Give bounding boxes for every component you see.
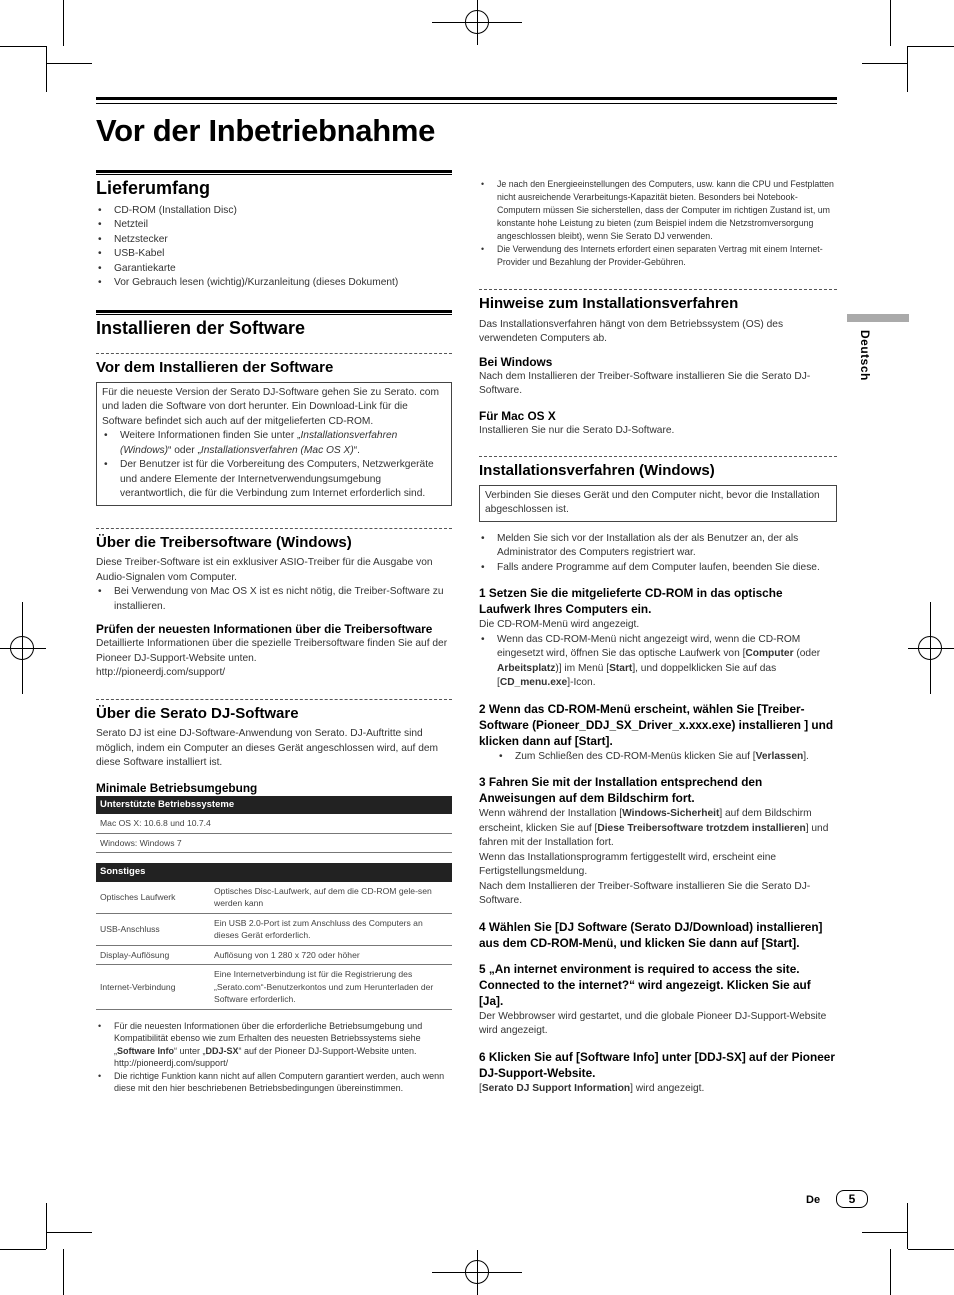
language-label: Deutsch (858, 330, 872, 381)
list-item: • Die richtige Funktion kann nicht auf allen Computern garantiert werden, auch wenn diese mit den hier beschriebenen Betriebsbedingungen übereinstimmen. (96, 1070, 452, 1095)
step-5-title: 5 „An internet environment is required to access the site. Connected to the internet?“ wird angezeigt. Klicken Sie auf [Ja]. (479, 961, 811, 1008)
top-notes (479, 178, 837, 269)
table-row: Windows: Windows 7 (96, 833, 452, 853)
paragraph: Der Webbrowser wird gestartet, und die globale Pioneer DJ-Support-Website wird angezeigt. (479, 1010, 827, 1036)
list-item: • USB-Kabel (96, 247, 452, 262)
notes-list (96, 1020, 452, 1095)
list-item: • Für die neuesten Informationen über die erforderliche Betriebsumgebung und Kompatibilität ebenso wie zum Erhalten des neuesten Betriebssystems siehe „Software Info“ unter „DDJ-SX“ auf der Pioneer DJ-Support-Website unten. http://pioneerdj.com/support/ (96, 1020, 452, 1070)
heading-installieren: Installieren der Software (96, 317, 306, 338)
list-item: • Zum Schließen des CD-ROM-Menüs klicken Sie auf [Verlassen]. (479, 750, 837, 765)
os-table (96, 796, 452, 854)
heading-install-windows: Installationsverfahren (Windows) (479, 462, 715, 479)
paragraph: Das Installationsverfahren hängt von dem Betriebssystem (OS) des verwendeten Computers ab. (479, 318, 784, 344)
paragraph: Nach dem Installieren der Treiber-Software installieren Sie die Serato DJ-Software. (479, 880, 811, 906)
subheading-pruefen: Prüfen der neuesten Informationen über die Treibersoftware (96, 622, 433, 636)
table-row: USB-Anschluss Ein USB 2.0-Port ist zum Anschluss des Computers an dieses Gerät erforderlich. (96, 913, 452, 945)
footer-language: De (806, 1194, 821, 1206)
title-rule (96, 97, 837, 104)
support-url: http://pioneerdj.com/support/ (96, 667, 226, 678)
list-item: • Melden Sie sich vor der Installation als der als Benutzer an, der als Administrator des Computers registriert war. (479, 532, 837, 561)
paragraph: Serato DJ ist eine DJ-Software-Anwendung von Serato. DJ-Auftritte sind möglich, indem ein Computer an dieses Gerät angeschlossen wird, auf dem diese Software installiert ist. (96, 728, 439, 768)
crop-mark (862, 63, 908, 64)
list-item: • Der Benutzer ist für die Vorbereitung des Computers, Netzwerkgeräte und andere Elemente der Internetverwendungsumgebung verantwortlich, die für die Verbindung zum Internet erforderlich sind. (102, 458, 446, 502)
crop-mark (63, 1249, 64, 1295)
table-row: Display-Auflösung Auflösung von 1 280 x 720 oder höher (96, 945, 452, 965)
list-item: • Wenn das CD-ROM-Menü nicht angezeigt wird, wenn die CD-ROM eingesetzt wird, öffnen Sie das optische Laufwerk von [Computer (oder Arbeitsplatz)] im Menü [Start], und doppelklicken Sie auf das [CD_menu.exe]-Icon. (479, 633, 837, 691)
table-row: Internet-Verbindung Eine Internetverbindung ist für die Registrierung des „Serato.com“-Benutzerkontos und zum Herunterladen der Software erforderlich. (96, 965, 452, 1010)
subheading-windows: Bei Windows (479, 354, 553, 369)
crop-mark (46, 1203, 47, 1249)
info-box (96, 382, 452, 506)
paragraph: Nach dem Installieren der Treiber-Software installieren Sie die Serato DJ-Software. (479, 370, 811, 396)
table-row: Optisches Laufwerk Optisches Disc-Laufwerk, auf dem die CD-ROM gele-sen werden kann (96, 882, 452, 914)
crop-mark (46, 1232, 92, 1233)
step-3-title: 3 Fahren Sie mit der Installation entsprechend den Anweisungen auf dem Bildschirm fort. (479, 775, 763, 805)
paragraph: Wenn während der Installation [Windows-Sicherheit] auf dem Bildschirm erscheint, klicken Sie auf [Diese Treibersoftware trotzdem installieren] und fahren mit der Installation fort. (479, 808, 829, 848)
page-title: Vor der Inbetriebnahme (96, 113, 436, 148)
paragraph: Wenn das Installationsprogramm fertiggestellt wird, erscheint eine Fertigstellungsmeldung. (479, 851, 777, 877)
box-text: Für die neueste Version der Serato DJ-Software gehen Sie zu Serato. com und laden die Software von dort herunter. Ein Download-Link für die Software befindet sich auch auf der mitgelieferten CD-ROM. (102, 386, 439, 427)
list-item: • Netzstecker (96, 233, 452, 248)
crop-mark (908, 1249, 954, 1250)
lieferumfang-list (96, 204, 452, 291)
crop-mark (862, 1232, 908, 1233)
heading-treiber: Über die Treibersoftware (Windows) (96, 533, 352, 551)
heading-lieferumfang: Lieferumfang (96, 178, 211, 198)
crop-mark (908, 46, 954, 47)
language-tab (847, 314, 909, 322)
subheading-min-env: Minimale Betriebsumgebung (96, 780, 258, 795)
list-item: • Vor Gebrauch lesen (wichtig)/Kurzanleitung (dieses Dokument) (96, 276, 452, 291)
crop-mark (907, 1203, 908, 1249)
crop-mark (46, 63, 92, 64)
registration-mark (10, 636, 34, 660)
left-column (96, 170, 452, 1095)
paragraph: Detaillierte Informationen über die spezielle Treibersoftware finden Sie auf der Pioneer DJ-Support-Website unten. (96, 638, 448, 664)
warning-box: Verbinden Sie dieses Gerät und den Computer nicht, bevor die Installation abgeschlossen ist. (479, 485, 837, 522)
crop-mark (46, 46, 47, 92)
dashed-rule (96, 353, 452, 354)
crop-mark (907, 46, 908, 92)
dashed-rule (479, 456, 837, 457)
heading-serato: Über die Serato DJ-Software (96, 704, 299, 722)
crop-mark (0, 46, 46, 47)
step-2-title: 2 Wenn das CD-ROM-Menü erscheint, wählen Sie [Treiber-Software (Pioneer_DDJ_SX_Driver_x.xxx.exe) installieren ] und klicken dann auf [Start]. (479, 701, 834, 748)
list-item: • Bei Verwendung von Mac OS X ist es nicht nötig, die Treiber-Software zu installieren. (96, 585, 452, 614)
crop-mark (890, 0, 891, 46)
paragraph: [Serato DJ Support Information] wird angezeigt. (479, 1082, 705, 1094)
step-4-title: 4 Wählen Sie [DJ Software (Serato DJ/Download) installieren] aus dem CD-ROM-Menü, und klicken Sie dann auf [Start]. (479, 919, 823, 950)
section-rule (96, 170, 452, 175)
table-header: Sonstiges (96, 863, 452, 882)
paragraph: Diese Treiber-Software ist ein exklusiver ASIO-Treiber für die Ausgabe von Audio-Signalen vom Computer. (96, 557, 433, 583)
right-column (479, 178, 837, 1096)
table-row: Mac OS X: 10.6.8 und 10.7.4 (96, 814, 452, 833)
registration-mark (918, 636, 942, 660)
list-item: • Netzteil (96, 218, 452, 233)
list-item: • Die Verwendung des Internets erfordert einen separaten Vertrag mit einem Internet-Provider und Bezahlung der Provider-Gebühren. (479, 243, 837, 269)
list-item: • Weitere Informationen finden Sie unter „Installationsverfahren (Windows)“ oder „Installationsverfahren (Mac OS X)“. (102, 429, 446, 458)
list-item: • Garantiekarte (96, 262, 452, 277)
list-item: • Falls andere Programme auf dem Computer laufen, beenden Sie diese. (479, 561, 837, 576)
dashed-rule (96, 528, 452, 529)
crop-mark (0, 1249, 46, 1250)
page-number: 5 (836, 1190, 868, 1208)
registration-mark (465, 10, 489, 34)
heading-vor-installieren: Vor dem Installieren der Software (96, 359, 334, 376)
subheading-mac: Für Mac OS X (479, 408, 556, 423)
step-1-title: 1 Setzen Sie die mitgelieferte CD-ROM in das optische Laufwerk Ihres Computers ein. (479, 586, 783, 616)
paragraph: Die CD-ROM-Menü wird angezeigt. (479, 619, 640, 630)
other-table (96, 863, 452, 1010)
crop-mark (63, 0, 64, 46)
list-item: • Je nach den Energieeinstellungen des Computers, usw. kann die CPU und Festplatten nicht ausreichende Verarbeitungs-Kapazität bieten. Besonders bei Notebook-Computern müssen Sie sicherstellen, dass der Computer im richtigen Zustand ist, um konstante hohe Leistung zu bieten (zum Beispiel indem die Netzstromversorgung angeschlossen bleibt), wenn Sie Serato DJ verwenden. (479, 178, 837, 243)
dashed-rule (479, 289, 837, 290)
heading-hinweise: Hinweise zum Installationsverfahren (479, 295, 739, 312)
dashed-rule (96, 699, 452, 700)
list-item: • CD-ROM (Installation Disc) (96, 204, 452, 219)
section-rule (96, 310, 452, 315)
table-header: Unterstützte Betriebssysteme (96, 796, 452, 815)
step-6-title: 6 Klicken Sie auf [Software Info] unter [DDJ-SX] auf der Pioneer DJ-Support-Website. (479, 1049, 835, 1080)
crop-mark (890, 1249, 891, 1295)
registration-mark (465, 1260, 489, 1284)
paragraph: Installieren Sie nur die Serato DJ-Software. (479, 424, 675, 436)
